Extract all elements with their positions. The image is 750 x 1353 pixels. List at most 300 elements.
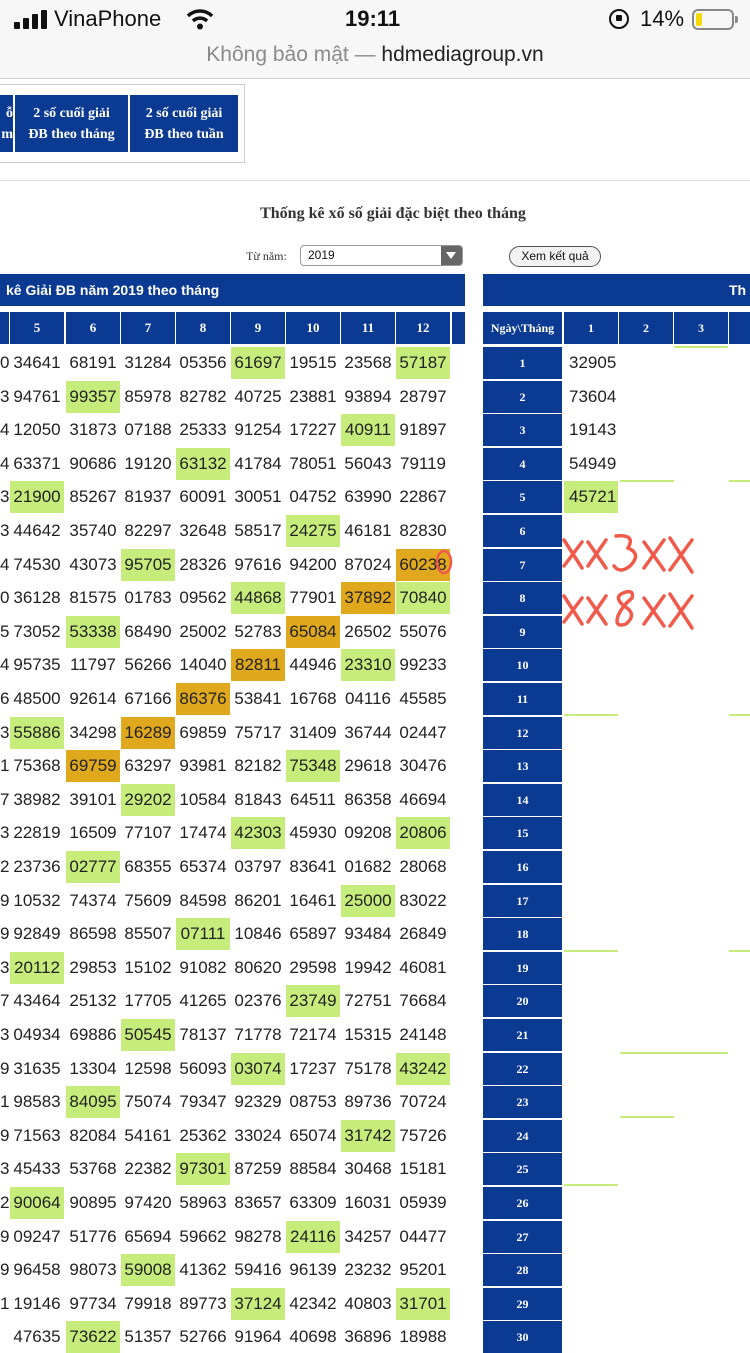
result-cell: 53338 <box>66 616 120 648</box>
nav-button-weekly-line2: ĐB theo tuần <box>144 127 224 142</box>
month-header-6: 6 <box>66 312 120 344</box>
result-cell: 08753 <box>286 1086 340 1118</box>
result-cell: 31284 <box>121 347 175 379</box>
result-cell: 72751 <box>341 985 395 1017</box>
jan-cell: 45721 <box>564 481 618 513</box>
partial-cell: 1 <box>0 750 9 782</box>
result-cell: 87259 <box>231 1153 285 1185</box>
result-cell: 41265 <box>176 985 230 1017</box>
result-cell: 34641 <box>10 347 64 379</box>
result-cell: 29202 <box>121 784 175 816</box>
result-cell: 17474 <box>176 817 230 849</box>
result-cell: 79119 <box>396 448 450 480</box>
result-cell: 45585 <box>396 683 450 715</box>
jan-cell <box>564 649 618 681</box>
highlight-edge <box>729 950 750 952</box>
result-cell: 75717 <box>231 717 285 749</box>
month-header-7: 7 <box>121 312 175 344</box>
partial-cell: 3 <box>0 515 9 547</box>
result-cell: 97301 <box>176 1153 230 1185</box>
result-cell: 82084 <box>66 1120 120 1152</box>
year-label: Từ năm: <box>246 249 287 263</box>
result-cell: 34257 <box>341 1221 395 1253</box>
jan-cell <box>564 717 618 749</box>
partial-cell: 3 <box>0 817 9 849</box>
highlight-edge <box>564 950 618 952</box>
result-cell: 91964 <box>231 1321 285 1353</box>
result-cell: 52766 <box>176 1321 230 1353</box>
result-cell: 21900 <box>10 481 64 513</box>
result-cell: 01682 <box>341 851 395 883</box>
result-cell: 30051 <box>231 481 285 513</box>
result-cell: 94761 <box>10 381 64 413</box>
result-cell: 56093 <box>176 1053 230 1085</box>
result-cell: 57187 <box>396 347 450 379</box>
result-cell: 22382 <box>121 1153 175 1185</box>
result-cell: 19146 <box>10 1288 64 1320</box>
partial-cell: 3 <box>0 1019 9 1051</box>
result-cell: 75074 <box>121 1086 175 1118</box>
result-cell: 99233 <box>396 649 450 681</box>
result-cell: 89773 <box>176 1288 230 1320</box>
day-label: 13 <box>483 750 562 782</box>
result-cell: 39101 <box>66 784 120 816</box>
partial-cell: 0 <box>0 582 9 614</box>
nav-button-monthly-line1: 2 số cuối giải <box>33 106 110 121</box>
partial-cell: 3 <box>0 381 9 413</box>
result-cell: 85978 <box>121 381 175 413</box>
carrier-name: VinaPhone <box>54 6 162 31</box>
result-cell: 92329 <box>231 1086 285 1118</box>
result-cell: 26502 <box>341 616 395 648</box>
result-cell: 17227 <box>286 414 340 446</box>
result-cell: 59416 <box>231 1254 285 1286</box>
result-cell: 64511 <box>286 784 340 816</box>
result-cell: 90686 <box>66 448 120 480</box>
result-cell: 65084 <box>286 616 340 648</box>
result-cell: 75368 <box>10 750 64 782</box>
result-cell: 83641 <box>286 851 340 883</box>
day-label: 11 <box>483 683 562 715</box>
result-cell: 46081 <box>396 952 450 984</box>
result-cell: 03797 <box>231 851 285 883</box>
result-cell: 75726 <box>396 1120 450 1152</box>
result-cell: 77107 <box>121 817 175 849</box>
result-cell: 59008 <box>121 1254 175 1286</box>
result-cell: 16289 <box>121 717 175 749</box>
result-cell: 31635 <box>10 1053 64 1085</box>
right-month-header-partial <box>729 312 750 344</box>
result-cell: 20806 <box>396 817 450 849</box>
day-label: 7 <box>483 549 562 581</box>
result-cell: 56266 <box>121 649 175 681</box>
day-label: 10 <box>483 649 562 681</box>
result-cell: 63297 <box>121 750 175 782</box>
result-cell: 04752 <box>286 481 340 513</box>
result-cell: 44946 <box>286 649 340 681</box>
day-label: 20 <box>483 985 562 1017</box>
handwriting-xx8xx <box>560 584 710 634</box>
result-cell: 69759 <box>66 750 120 782</box>
result-cell: 91082 <box>176 952 230 984</box>
partial-cell: 4 <box>0 448 9 480</box>
url-bar[interactable] <box>0 40 750 79</box>
result-cell: 22819 <box>10 817 64 849</box>
result-cell: 46181 <box>341 515 395 547</box>
result-cell: 25333 <box>176 414 230 446</box>
day-label: 3 <box>483 414 562 446</box>
result-cell: 28068 <box>396 851 450 883</box>
highlight-edge <box>620 1052 674 1054</box>
highlight-edge <box>564 1184 618 1186</box>
result-cell: 18988 <box>396 1321 450 1353</box>
result-cell: 04477 <box>396 1221 450 1253</box>
battery-icon <box>692 9 734 30</box>
result-cell: 23568 <box>341 347 395 379</box>
partial-cell: 1 <box>0 1086 9 1118</box>
result-cell: 85507 <box>121 918 175 950</box>
jan-cell <box>564 1019 618 1051</box>
result-cell: 86376 <box>176 683 230 715</box>
result-cell: 23310 <box>341 649 395 681</box>
jan-cell <box>564 885 618 917</box>
result-cell: 68355 <box>121 851 175 883</box>
result-cell: 68490 <box>121 616 175 648</box>
result-cell: 75609 <box>121 885 175 917</box>
result-cell: 98073 <box>66 1254 120 1286</box>
partial-cell: 7 <box>0 985 9 1017</box>
security-label: Không bảo mật <box>206 43 349 66</box>
result-cell: 95705 <box>121 549 175 581</box>
result-cell: 09208 <box>341 817 395 849</box>
day-label: 14 <box>483 784 562 816</box>
result-cell: 34298 <box>66 717 120 749</box>
result-cell: 76684 <box>396 985 450 1017</box>
nav-button-monthly[interactable] <box>15 95 128 152</box>
result-cell: 16509 <box>66 817 120 849</box>
partial-cell: 6 <box>0 683 9 715</box>
result-cell: 93894 <box>341 381 395 413</box>
day-label: 2 <box>483 381 562 413</box>
result-cell: 23749 <box>286 985 340 1017</box>
result-cell: 32648 <box>176 515 230 547</box>
result-cell: 72174 <box>286 1019 340 1051</box>
result-cell: 54161 <box>121 1120 175 1152</box>
result-cell: 82182 <box>231 750 285 782</box>
handwriting-circle <box>434 548 454 576</box>
stats-nav <box>0 84 245 163</box>
partial-cell: 4 <box>0 414 9 446</box>
result-cell: 19515 <box>286 347 340 379</box>
result-cell: 43464 <box>10 985 64 1017</box>
year-select[interactable] <box>300 245 463 266</box>
result-cell: 19120 <box>121 448 175 480</box>
day-label: 8 <box>483 582 562 614</box>
result-cell: 23736 <box>10 851 64 883</box>
result-cell: 65897 <box>286 918 340 950</box>
result-cell: 02376 <box>231 985 285 1017</box>
result-cell: 47635 <box>10 1321 64 1353</box>
day-label: 4 <box>483 448 562 480</box>
url-separator: — <box>354 43 376 66</box>
jan-cell: 73604 <box>564 381 618 413</box>
handwriting-xx3xx <box>560 530 710 580</box>
partial-cell: 3 <box>0 481 9 513</box>
result-cell: 82811 <box>231 649 285 681</box>
result-cell: 10846 <box>231 918 285 950</box>
result-cell: 60091 <box>176 481 230 513</box>
dropdown-arrow-icon <box>441 246 462 265</box>
result-cell: 17237 <box>286 1053 340 1085</box>
result-cell: 29853 <box>66 952 120 984</box>
result-cell: 82297 <box>121 515 175 547</box>
result-cell: 73052 <box>10 616 64 648</box>
month-header-9: 9 <box>231 312 285 344</box>
result-cell: 91897 <box>396 414 450 446</box>
partial-cell: 9 <box>0 1254 9 1286</box>
result-cell: 85267 <box>66 481 120 513</box>
result-cell: 83657 <box>231 1187 285 1219</box>
result-cell: 75178 <box>341 1053 395 1085</box>
status-bar <box>0 0 750 40</box>
result-cell: 05939 <box>396 1187 450 1219</box>
jan-cell <box>564 1153 618 1185</box>
result-cell: 52783 <box>231 616 285 648</box>
month-header-5: 5 <box>10 312 64 344</box>
result-cell: 69859 <box>176 717 230 749</box>
result-cell: 28326 <box>176 549 230 581</box>
result-cell: 37124 <box>231 1288 285 1320</box>
result-cell: 03074 <box>231 1053 285 1085</box>
jan-cell <box>564 683 618 715</box>
result-cell: 25132 <box>66 985 120 1017</box>
result-cell: 35740 <box>66 515 120 547</box>
result-cell: 50545 <box>121 1019 175 1051</box>
day-label: 9 <box>483 616 562 648</box>
result-cell: 90064 <box>10 1187 64 1219</box>
result-cell: 10532 <box>10 885 64 917</box>
result-cell: 84598 <box>176 885 230 917</box>
result-cell: 99357 <box>66 381 120 413</box>
result-cell: 29598 <box>286 952 340 984</box>
jan-cell <box>564 1120 618 1152</box>
result-cell: 20112 <box>10 952 64 984</box>
result-cell: 11797 <box>66 649 120 681</box>
jan-cell <box>564 1221 618 1253</box>
result-cell: 26849 <box>396 918 450 950</box>
result-cell: 01783 <box>121 582 175 614</box>
result-cell: 40698 <box>286 1321 340 1353</box>
month-header-10: 10 <box>286 312 340 344</box>
result-cell: 58963 <box>176 1187 230 1219</box>
result-cell: 79918 <box>121 1288 175 1320</box>
result-cell: 74530 <box>10 549 64 581</box>
wifi-icon <box>186 8 214 30</box>
result-cell: 36896 <box>341 1321 395 1353</box>
result-cell: 42342 <box>286 1288 340 1320</box>
page-title: Thống kê xổ số giải đặc biệt theo tháng <box>260 205 526 222</box>
day-label: 28 <box>483 1254 562 1286</box>
result-cell: 83022 <box>396 885 450 917</box>
day-label: 22 <box>483 1053 562 1085</box>
result-cell: 92849 <box>10 918 64 950</box>
result-cell: 25000 <box>341 885 395 917</box>
month-header-spacer <box>452 312 465 344</box>
result-cell: 91254 <box>231 414 285 446</box>
partial-cell: 3 <box>0 952 9 984</box>
result-cell: 78051 <box>286 448 340 480</box>
result-cell: 02777 <box>66 851 120 883</box>
result-cell: 82830 <box>396 515 450 547</box>
result-cell: 58517 <box>231 515 285 547</box>
partial-cell <box>0 1321 9 1353</box>
day-month-header: Ngày\Tháng <box>483 312 562 344</box>
result-cell: 60238 <box>396 549 450 581</box>
result-cell: 13304 <box>66 1053 120 1085</box>
highlight-edge <box>674 1052 728 1054</box>
result-cell: 95735 <box>10 649 64 681</box>
day-label: 25 <box>483 1153 562 1185</box>
partial-cell: 4 <box>0 649 9 681</box>
partial-cell: 9 <box>0 918 9 950</box>
result-cell: 36128 <box>10 582 64 614</box>
day-label: 18 <box>483 918 562 950</box>
result-cell: 81843 <box>231 784 285 816</box>
result-cell: 12050 <box>10 414 64 446</box>
result-cell: 16461 <box>286 885 340 917</box>
result-cell: 95201 <box>396 1254 450 1286</box>
result-cell: 82782 <box>176 381 230 413</box>
result-cell: 70840 <box>396 582 450 614</box>
month-header-partial <box>0 312 9 344</box>
partial-cell: 4 <box>0 549 9 581</box>
result-cell: 15181 <box>396 1153 450 1185</box>
partial-cell: 9 <box>0 1221 9 1253</box>
result-cell: 45930 <box>286 817 340 849</box>
result-cell: 24148 <box>396 1019 450 1051</box>
jan-cell: 54949 <box>564 448 618 480</box>
result-cell: 30476 <box>396 750 450 782</box>
result-cell: 45433 <box>10 1153 64 1185</box>
jan-cell <box>564 918 618 950</box>
result-cell: 63990 <box>341 481 395 513</box>
day-label: 16 <box>483 851 562 883</box>
result-cell: 40803 <box>341 1288 395 1320</box>
result-cell: 63132 <box>176 448 230 480</box>
result-cell: 07188 <box>121 414 175 446</box>
result-cell: 09562 <box>176 582 230 614</box>
result-cell: 15315 <box>341 1019 395 1051</box>
highlight-edge <box>620 480 674 482</box>
result-cell: 12598 <box>121 1053 175 1085</box>
result-cell: 17705 <box>121 985 175 1017</box>
jan-cell <box>564 1254 618 1286</box>
jan-cell: 19143 <box>564 414 618 446</box>
day-label: 6 <box>483 515 562 547</box>
result-cell: 10584 <box>176 784 230 816</box>
result-cell: 43073 <box>66 549 120 581</box>
highlight-edge <box>729 480 750 482</box>
jan-cell <box>564 1321 618 1353</box>
nav-button-monthly-line2: ĐB theo tháng <box>28 127 115 142</box>
year-select-value: 2019 <box>308 248 335 262</box>
result-cell: 44868 <box>231 582 285 614</box>
day-label: 24 <box>483 1120 562 1152</box>
result-cell: 88584 <box>286 1153 340 1185</box>
partial-cell: 3 <box>0 717 9 749</box>
result-cell: 33024 <box>231 1120 285 1152</box>
nav-button-weekly-line1: 2 số cuối giải <box>145 106 223 121</box>
highlight-edge <box>674 346 728 348</box>
result-cell: 15102 <box>121 952 175 984</box>
result-cell: 90895 <box>66 1187 120 1219</box>
result-cell: 55076 <box>396 616 450 648</box>
day-label: 12 <box>483 717 562 749</box>
nav-button-weekly[interactable] <box>130 95 238 152</box>
partial-cell: 9 <box>0 1120 9 1152</box>
right-month-header-2: 2 <box>619 312 673 344</box>
result-cell: 31409 <box>286 717 340 749</box>
result-cell: 93981 <box>176 750 230 782</box>
result-cell: 37892 <box>341 582 395 614</box>
result-cell: 51776 <box>66 1221 120 1253</box>
result-cell: 69886 <box>66 1019 120 1051</box>
day-label: 15 <box>483 817 562 849</box>
result-cell: 46694 <box>396 784 450 816</box>
nav-button-partial[interactable]: ỗ m <box>0 95 13 152</box>
result-cell: 53768 <box>66 1153 120 1185</box>
result-cell: 31701 <box>396 1288 450 1320</box>
result-cell: 59662 <box>176 1221 230 1253</box>
partial-cell: 2 <box>0 1187 9 1219</box>
result-cell: 53841 <box>231 683 285 715</box>
month-header-8: 8 <box>176 312 230 344</box>
view-results-button[interactable]: Xem kết quả <box>509 246 601 267</box>
result-cell: 36744 <box>341 717 395 749</box>
result-cell: 94200 <box>286 549 340 581</box>
result-cell: 87024 <box>341 549 395 581</box>
result-cell: 67166 <box>121 683 175 715</box>
result-cell: 14040 <box>176 649 230 681</box>
result-cell: 24275 <box>286 515 340 547</box>
result-cell: 22867 <box>396 481 450 513</box>
day-label: 26 <box>483 1187 562 1219</box>
result-cell: 74374 <box>66 885 120 917</box>
result-cell: 84095 <box>66 1086 120 1118</box>
right-panel-title: Th <box>483 274 750 306</box>
result-cell: 86201 <box>231 885 285 917</box>
result-cell: 65074 <box>286 1120 340 1152</box>
result-cell: 77901 <box>286 582 340 614</box>
result-cell: 51357 <box>121 1321 175 1353</box>
result-cell: 71778 <box>231 1019 285 1051</box>
day-label: 21 <box>483 1019 562 1051</box>
jan-cell <box>564 952 618 984</box>
jan-cell <box>564 1086 618 1118</box>
jan-cell <box>564 750 618 782</box>
partial-cell: 9 <box>0 1053 9 1085</box>
partial-cell: 0 <box>0 347 9 379</box>
result-cell: 98278 <box>231 1221 285 1253</box>
result-cell: 92614 <box>66 683 120 715</box>
result-cell: 96139 <box>286 1254 340 1286</box>
result-cell: 70724 <box>396 1086 450 1118</box>
jan-cell <box>564 985 618 1017</box>
jan-cell: 32905 <box>564 347 618 379</box>
result-cell: 65694 <box>121 1221 175 1253</box>
clock: 19:11 <box>345 6 401 31</box>
result-cell: 40911 <box>341 414 395 446</box>
